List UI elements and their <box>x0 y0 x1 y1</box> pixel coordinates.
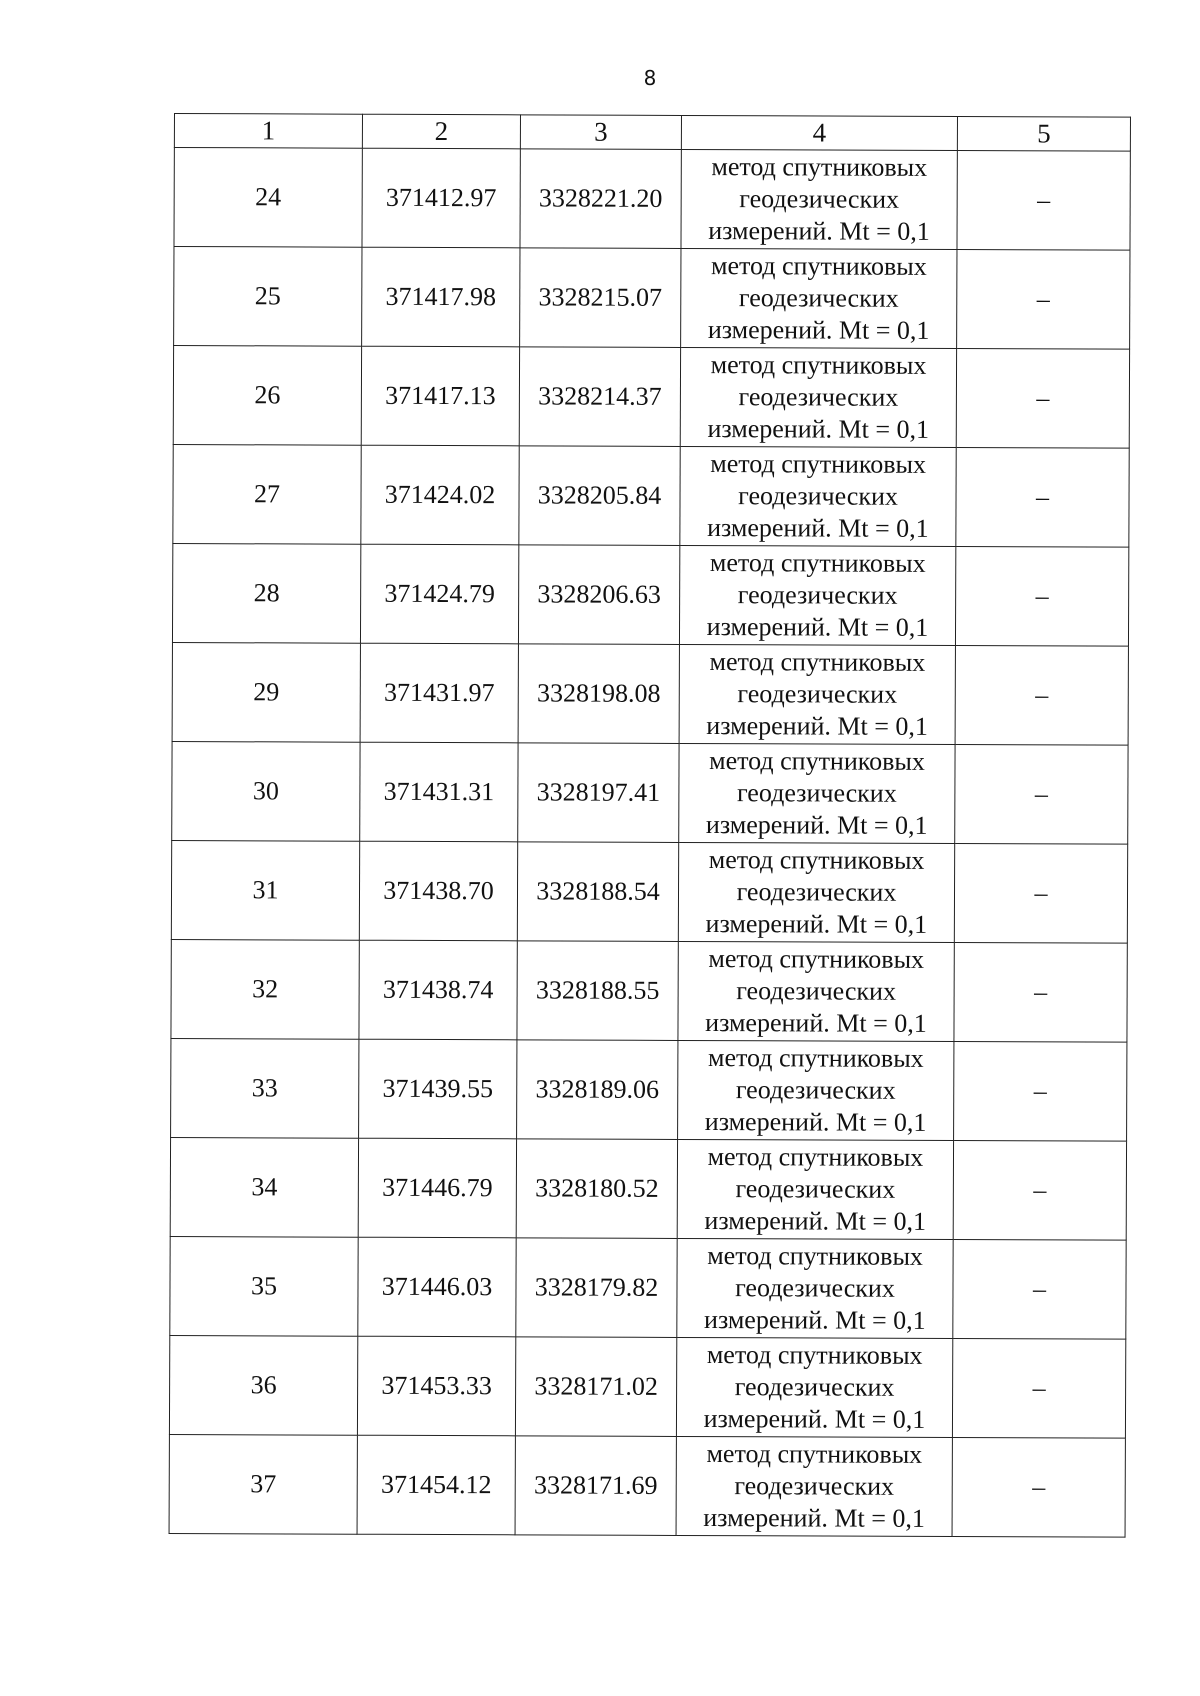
method-line: геодезических <box>737 580 898 610</box>
method-cell <box>676 1337 952 1437</box>
column-header-1: 1 <box>174 114 362 149</box>
x-coordinate-cell: 371412.97 <box>362 148 520 248</box>
table-row <box>172 642 1128 745</box>
x-coordinate-cell: 371424.02 <box>361 445 519 545</box>
method-line: метод спутниковых <box>707 1043 924 1073</box>
note-cell: – <box>954 1042 1127 1142</box>
y-coordinate-cell: 3328198.08 <box>518 644 679 744</box>
x-coordinate-cell: 371417.13 <box>361 346 519 446</box>
method-line: метод спутниковых <box>708 944 925 974</box>
y-coordinate-cell: 3328206.63 <box>518 545 679 645</box>
table-row <box>173 444 1129 547</box>
note-cell: – <box>955 547 1128 647</box>
method-line: измерений. Mt = 0,1 <box>706 711 929 741</box>
point-number-cell: 30 <box>172 741 360 841</box>
note-cell: – <box>957 250 1130 350</box>
method-line: геодезических <box>738 382 899 412</box>
method-line: измерений. Mt = 0,1 <box>704 1305 926 1335</box>
method-cell <box>676 1436 952 1536</box>
method-line: метод спутниковых <box>710 350 927 380</box>
method-line: метод спутниковых <box>706 1439 923 1469</box>
column-header-3: 3 <box>520 115 681 150</box>
note-cell: – <box>952 1338 1125 1438</box>
x-coordinate-cell: 371417.98 <box>362 247 520 347</box>
x-coordinate-cell: 371424.79 <box>360 544 518 644</box>
method-cell <box>680 347 956 447</box>
x-coordinate-cell: 371431.97 <box>360 643 518 743</box>
y-coordinate-cell: 3328188.55 <box>517 941 678 1041</box>
method-line: измерений. Mt = 0,1 <box>705 1008 927 1038</box>
method-line: измерений. Mt = 0,1 <box>707 315 930 345</box>
method-line: геодезических <box>738 283 899 313</box>
method-line: измерений. Mt = 0,1 <box>707 513 929 543</box>
method-line: метод спутниковых <box>707 1241 924 1271</box>
method-cell <box>678 941 954 1041</box>
method-cell <box>680 446 956 546</box>
note-cell: – <box>955 646 1128 746</box>
method-line: метод спутниковых <box>711 152 928 182</box>
method-line: метод спутниковых <box>709 647 926 677</box>
coordinates-table-container <box>169 113 1130 1538</box>
page-number: 8 <box>643 66 657 90</box>
x-coordinate-cell: 371438.74 <box>359 940 517 1040</box>
method-line: метод спутниковых <box>708 845 925 875</box>
coordinates-table <box>169 113 1131 1538</box>
table-header-row <box>174 114 1130 152</box>
point-number-cell: 32 <box>171 939 359 1039</box>
y-coordinate-cell: 3328189.06 <box>517 1040 678 1140</box>
note-cell: – <box>957 151 1130 251</box>
method-line: геодезических <box>736 778 897 808</box>
method-cell <box>679 545 955 645</box>
point-number-cell: 36 <box>169 1335 357 1435</box>
y-coordinate-cell: 3328179.82 <box>516 1238 677 1338</box>
table-row <box>173 346 1129 449</box>
method-line: геодезических <box>736 877 897 907</box>
note-cell: – <box>952 1437 1125 1537</box>
x-coordinate-cell: 371453.33 <box>357 1336 515 1436</box>
method-cell <box>678 842 954 942</box>
table-row <box>170 1137 1126 1240</box>
table-row <box>169 1434 1125 1537</box>
point-number-cell: 37 <box>169 1434 357 1534</box>
point-number-cell: 33 <box>171 1038 359 1138</box>
method-line: геодезических <box>734 1471 895 1501</box>
y-coordinate-cell: 3328180.52 <box>516 1139 677 1239</box>
method-cell <box>679 743 955 843</box>
y-coordinate-cell: 3328215.07 <box>520 248 681 348</box>
table-row <box>171 939 1127 1042</box>
table-row <box>174 148 1130 251</box>
method-line: метод спутниковых <box>710 449 927 479</box>
method-line: измерений. Mt = 0,1 <box>703 1404 926 1434</box>
point-number-cell: 35 <box>170 1236 358 1336</box>
method-line: измерений. Mt = 0,1 <box>708 216 930 246</box>
method-cell <box>678 1040 954 1140</box>
point-number-cell: 27 <box>173 444 361 544</box>
method-line: метод спутниковых <box>711 251 927 281</box>
method-line: измерений. Mt = 0,1 <box>705 810 928 840</box>
method-line: измерений. Mt = 0,1 <box>704 1107 927 1137</box>
method-cell <box>681 248 957 348</box>
y-coordinate-cell: 3328188.54 <box>517 842 678 942</box>
method-line: геодезических <box>736 976 897 1006</box>
point-number-cell: 26 <box>173 346 361 446</box>
point-number-cell: 29 <box>172 642 360 742</box>
method-line: метод спутниковых <box>706 1340 923 1370</box>
y-coordinate-cell: 3328197.41 <box>518 743 679 843</box>
method-line: измерений. Mt = 0,1 <box>707 414 930 444</box>
y-coordinate-cell: 3328171.69 <box>515 1436 676 1536</box>
point-number-cell: 28 <box>172 543 360 643</box>
x-coordinate-cell: 371431.31 <box>360 742 518 842</box>
table-row <box>171 840 1127 943</box>
method-line: геодезических <box>739 184 900 214</box>
note-cell: – <box>956 349 1129 449</box>
y-coordinate-cell: 3328205.84 <box>519 446 680 546</box>
point-number-cell: 34 <box>170 1137 358 1237</box>
method-line: геодезических <box>735 1174 896 1204</box>
note-cell: – <box>954 844 1127 944</box>
note-cell: – <box>953 1240 1126 1340</box>
point-number-cell: 31 <box>171 840 359 940</box>
method-line: измерений. Mt = 0,1 <box>703 1503 925 1533</box>
method-line: метод спутниковых <box>709 548 926 578</box>
method-line: метод спутниковых <box>707 1142 924 1172</box>
method-line: геодезических <box>735 1075 896 1105</box>
y-coordinate-cell: 3328171.02 <box>515 1337 676 1437</box>
point-number-cell: 25 <box>174 247 362 347</box>
x-coordinate-cell: 371446.03 <box>358 1237 516 1337</box>
y-coordinate-cell: 3328221.20 <box>520 149 681 249</box>
x-coordinate-cell: 371454.12 <box>357 1435 515 1535</box>
note-cell: – <box>955 745 1128 845</box>
table-row <box>171 1038 1127 1141</box>
table-row <box>169 1335 1125 1438</box>
method-line: метод спутниковых <box>709 746 925 776</box>
column-header-5: 5 <box>957 117 1130 152</box>
note-cell: – <box>954 943 1127 1043</box>
note-cell: – <box>956 448 1129 548</box>
method-line: геодезических <box>737 679 898 709</box>
note-cell: – <box>953 1141 1126 1241</box>
method-line: геодезических <box>735 1273 895 1303</box>
point-number-cell: 24 <box>174 148 362 248</box>
table-row <box>174 247 1130 350</box>
table-row <box>172 741 1128 844</box>
method-line: измерений. Mt = 0,1 <box>706 612 929 642</box>
method-cell <box>681 149 957 249</box>
method-line: геодезических <box>734 1372 895 1402</box>
x-coordinate-cell: 371439.55 <box>359 1039 517 1139</box>
x-coordinate-cell: 371446.79 <box>358 1138 516 1238</box>
column-header-4: 4 <box>681 115 957 150</box>
method-line: геодезических <box>738 481 898 511</box>
method-cell <box>677 1139 953 1239</box>
method-cell <box>679 644 955 744</box>
table-row <box>170 1236 1126 1339</box>
method-cell <box>677 1238 953 1338</box>
method-line: измерений. Mt = 0,1 <box>704 1206 927 1236</box>
method-line: измерений. Mt = 0,1 <box>705 909 928 939</box>
table-body <box>169 148 1130 1538</box>
column-header-2: 2 <box>362 114 520 149</box>
x-coordinate-cell: 371438.70 <box>359 841 517 941</box>
table-row <box>172 543 1128 646</box>
y-coordinate-cell: 3328214.37 <box>519 347 680 447</box>
